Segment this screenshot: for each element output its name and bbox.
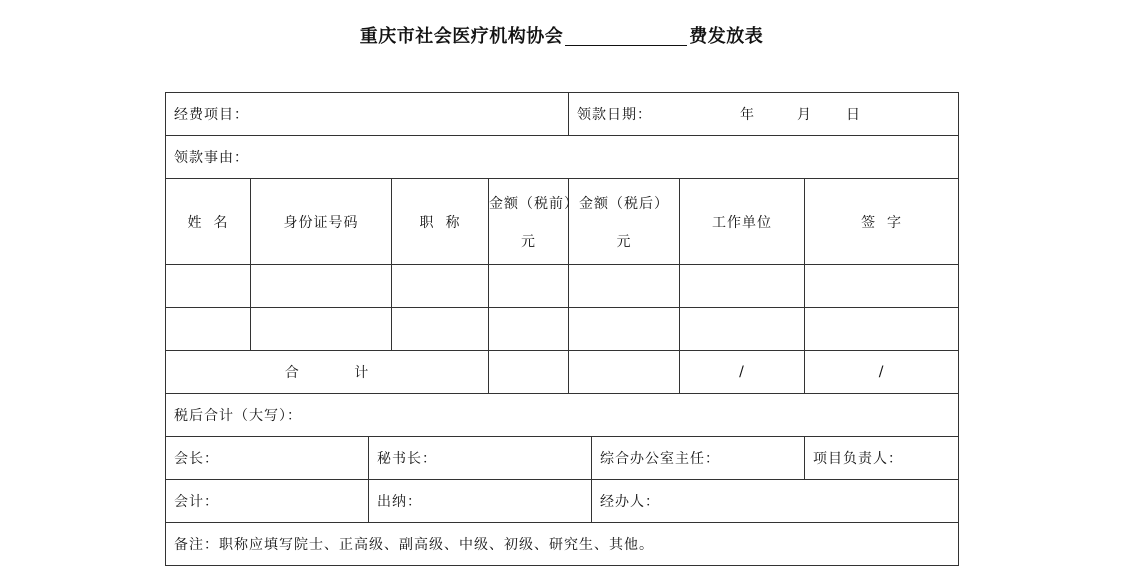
cell-post-tax[interactable] [569,265,680,308]
total-work-unit-slash: / [680,351,805,394]
col-header-work-unit: 工作单位 [680,179,805,265]
cell-id-number[interactable] [251,265,392,308]
title-suffix: 费发放表 [689,26,764,47]
cell-title[interactable] [392,308,489,351]
cashier-cell[interactable] [369,480,592,523]
pre-tax-line2: 元 [521,233,536,250]
date-day-label: 日 [846,107,861,123]
post-tax-line2: 元 [616,233,632,250]
table-row [166,265,959,308]
table-row [166,308,959,351]
handler-cell[interactable] [592,480,959,523]
cell-work-unit[interactable] [680,308,805,351]
accountant-label: 会计： [174,494,219,510]
note-cell [166,523,959,566]
office-director-label: 综合办公室主任： [600,451,720,467]
receive-date-cell[interactable] [569,93,959,136]
title-prefix: 重庆市社会医疗机构协会 [359,26,564,47]
president-cell[interactable] [166,437,369,480]
finance-row [166,480,959,523]
note-text: 备注：职称应填写院士、正高级、副高级、中级、初级、研究生、其他。 [174,537,654,553]
cell-pre-tax[interactable] [489,308,569,351]
date-year-label: 年 [740,107,755,123]
total-label: 合 计 [166,351,489,394]
cell-signature[interactable] [805,308,959,351]
cell-post-tax[interactable] [569,308,680,351]
project-lead-label: 项目负责人： [813,451,903,467]
cashier-label: 出纳： [377,494,422,510]
reason-row [166,136,959,179]
col-header-id-number: 身份证号码 [251,179,392,265]
col-header-title: 职 称 [392,179,489,265]
cell-pre-tax[interactable] [489,265,569,308]
project-lead-cell[interactable] [805,437,959,480]
expense-item-label: 经费项目： [174,107,249,123]
title-blank-line[interactable] [565,25,687,46]
post-tax-total-label: 税后合计（大写）： [174,408,302,424]
cell-work-unit[interactable] [680,265,805,308]
total-pre-tax-cell[interactable] [489,351,569,394]
post-tax-line1: 金额（税后） [579,195,669,212]
col-header-name: 姓 名 [166,179,251,265]
note-row [166,523,959,566]
cell-signature[interactable] [805,265,959,308]
cell-id-number[interactable] [251,308,392,351]
pre-tax-line1: 金额（税前） [489,195,579,212]
total-signature-slash: / [805,351,959,394]
receive-date-label: 领款日期： [577,107,652,123]
secretary-general-label: 秘书长： [377,451,437,467]
total-post-tax-cell[interactable] [569,351,680,394]
col-header-post-tax [569,179,680,265]
form-title [0,22,1123,48]
cell-name[interactable] [166,265,251,308]
total-row [166,351,959,394]
cell-name[interactable] [166,308,251,351]
accountant-cell[interactable] [166,480,369,523]
president-label: 会长： [174,451,219,467]
date-month-label: 月 [797,107,812,123]
header-row [166,179,959,265]
reason-cell[interactable] [166,136,959,179]
post-tax-total-row [166,394,959,437]
office-director-cell[interactable] [592,437,805,480]
post-tax-total-cell[interactable] [166,394,959,437]
approver-row [166,437,959,480]
reason-label: 领款事由： [174,150,249,166]
expense-date-row [166,93,959,136]
col-header-pre-tax [489,179,579,265]
cell-title[interactable] [392,265,489,308]
expense-item-cell[interactable] [166,93,569,136]
secretary-general-cell[interactable] [369,437,592,480]
handler-label: 经办人： [600,494,660,510]
col-header-signature: 签 字 [805,179,959,265]
payment-form-table [165,92,959,566]
